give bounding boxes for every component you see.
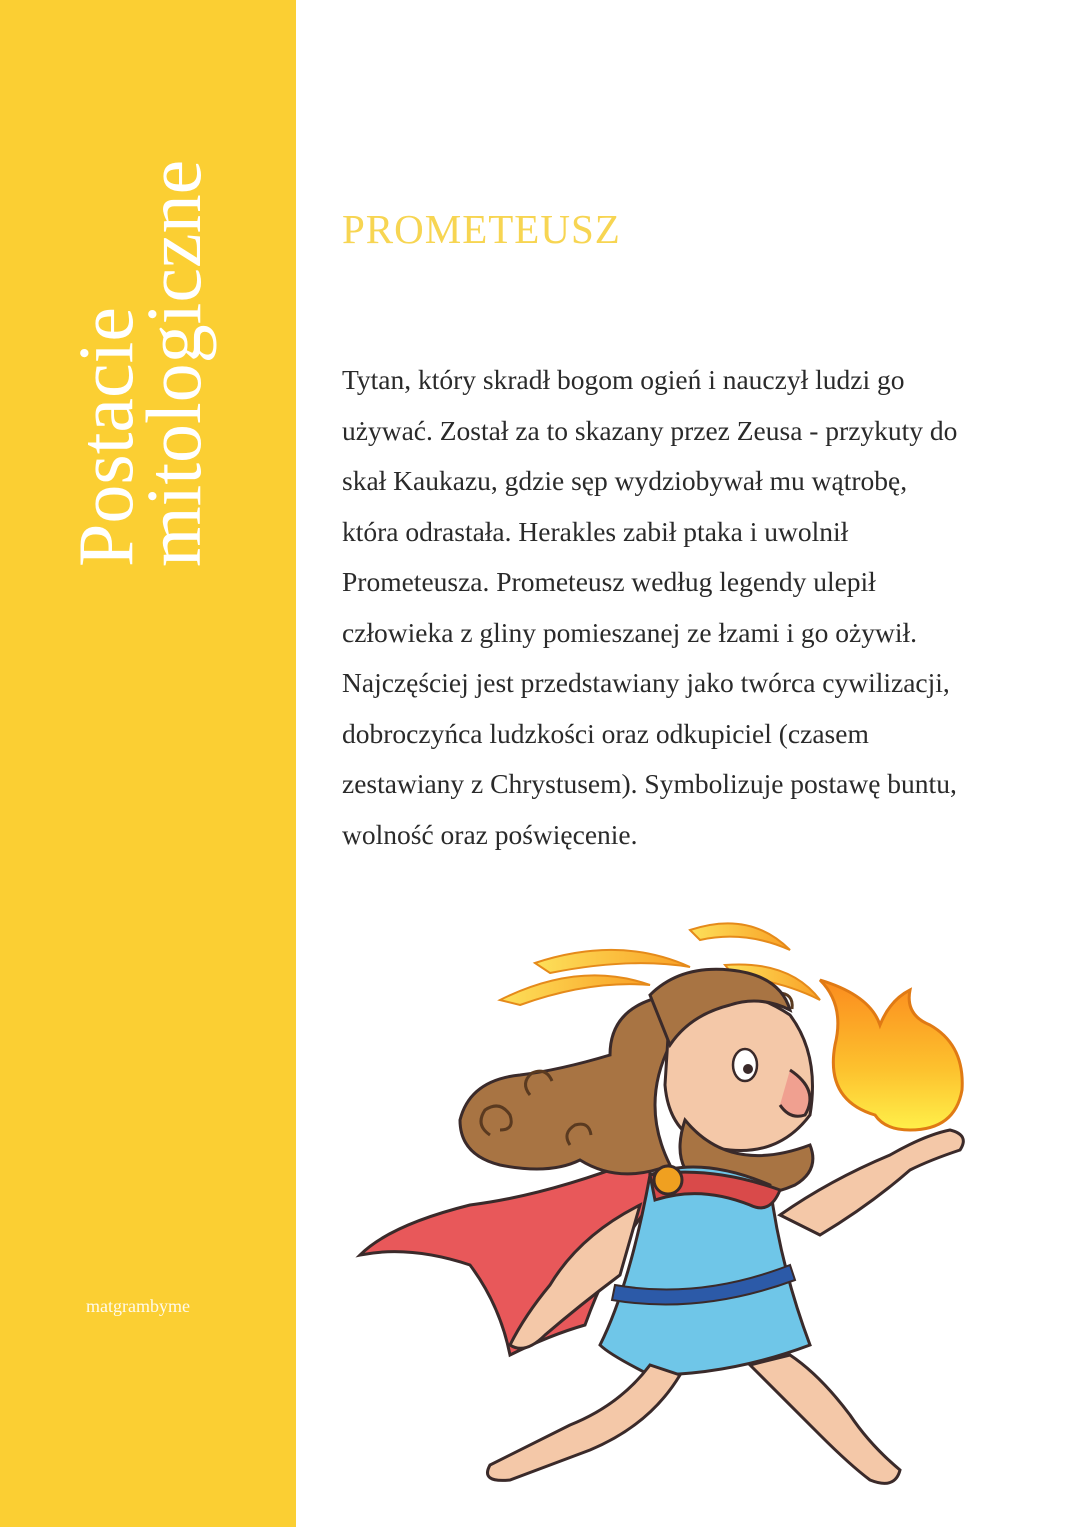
body-line: która odrastała. Herakles zabił ptaka i uwolnił <box>342 515 849 547</box>
body-line: wolność oraz poświęcenie. <box>342 818 638 850</box>
page-title: PROMETEUSZ <box>342 206 621 252</box>
body-line: skał Kaukazu, gdzie sęp wydziobywał mu wątrobę, <box>342 465 908 496</box>
fireball <box>820 980 962 1130</box>
body-line: dobroczyńca ludzkości oraz odkupiciel (czasem <box>342 717 869 749</box>
sidebar-title <box>62 67 217 567</box>
sidebar-title-line-2: mitologiczne <box>130 159 217 567</box>
back-leg <box>488 1365 681 1480</box>
head <box>650 969 813 1195</box>
body-line: używać. Został za to skazany przez Zeusa - przykuty do <box>342 414 958 446</box>
sidebar-title-line-1: Postacie <box>62 307 149 567</box>
body-line: Prometeusza. Prometeusz według legendy ulepił <box>342 566 876 597</box>
brooch <box>654 1166 682 1194</box>
hair <box>460 995 670 1174</box>
sidebar <box>0 0 296 1527</box>
front-leg <box>750 1355 900 1483</box>
prometheus-illustration <box>350 905 990 1495</box>
body-line: Tytan, który skradł bogom ogień i nauczył ludzi go <box>342 364 905 395</box>
body-line: Najczęściej jest przedstawiany jako twórca cywilizacji, <box>342 667 950 698</box>
body-line: człowieka z gliny pomieszanej ze łzami i go ożywił. <box>342 616 918 648</box>
article-body <box>342 355 1052 860</box>
body-line: zestawiany z Chrystusem). Symbolizuje postawę buntu, <box>342 768 957 799</box>
author-credit: matgrambyme <box>86 1296 190 1316</box>
